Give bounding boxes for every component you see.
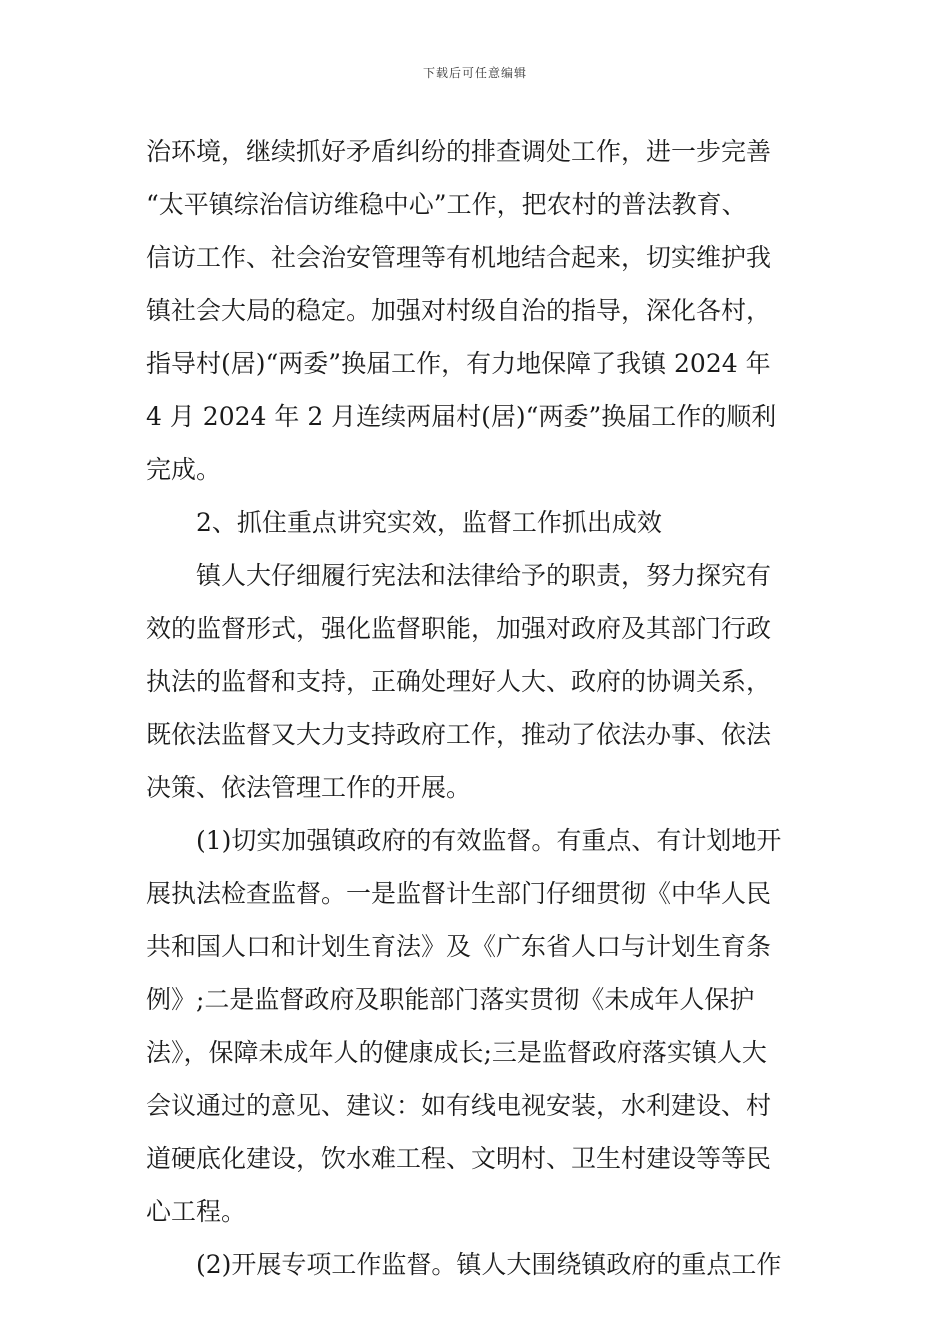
text-line: 镇社会大局的稳定。加强对村级自治的指导，深化各村，: [146, 296, 772, 325]
text-line: 展执法检查监督。一是监督计生部门仔细贯彻《中华人民: [146, 879, 772, 908]
text-line: 完成。: [146, 455, 222, 484]
text-line: 效的监督形式，强化监督职能，加强对政府及其部门行政: [146, 614, 772, 643]
text-line: 镇人大仔细履行宪法和法律给予的职责，努力探究有: [196, 561, 772, 590]
text-line: 共和国人口和计划生育法》及《广东省人口与计划生育条: [146, 932, 772, 961]
text-line: 心工程。: [146, 1197, 247, 1226]
text-line: 执法的监督和支持，正确处理好人大、政府的协调关系，: [146, 667, 772, 696]
text-line: 例》;二是监督政府及职能部门落实贯彻《未成年人保护: [146, 985, 755, 1014]
text-line: 治环境，继续抓好矛盾纠纷的排查调处工作，进一步完善: [146, 137, 772, 166]
text-line: (2)开展专项工作监督。镇人大围绕镇政府的重点工作: [196, 1250, 782, 1279]
text-line: 会议通过的意见、建议：如有线电视安装，水利建设、村: [146, 1091, 772, 1120]
text-line: “太平镇综治信访维稳中心”工作，把农村的普法教育、: [146, 190, 747, 219]
header-note: 下载后可任意编辑: [422, 66, 527, 80]
text-line: 信访工作、社会治安管理等有机地结合起来，切实维护我: [146, 243, 772, 272]
text-line: (1)切实加强镇政府的有效监督。有重点、有计划地开: [196, 826, 782, 855]
text-line: 既依法监督又大力支持政府工作，推动了依法办事、依法: [146, 720, 772, 749]
document-body: [146, 125, 810, 1291]
text-line: 4 月 2024 年 2 月连续两届村(居)“两委”换届工作的顺利: [146, 402, 777, 431]
section-heading: 2、抓住重点讲究实效，监督工作抓出成效: [196, 508, 662, 537]
text-line: 法》，保障未成年人的健康成长;三是监督政府落实镇人大: [146, 1038, 767, 1067]
text-line: 道硬底化建设，饮水难工程、文明村、卫生村建设等等民: [146, 1144, 772, 1173]
text-line: 指导村(居)“两委”换届工作，有力地保障了我镇 2024 年: [146, 349, 771, 378]
text-line: 决策、依法管理工作的开展。: [146, 773, 472, 802]
